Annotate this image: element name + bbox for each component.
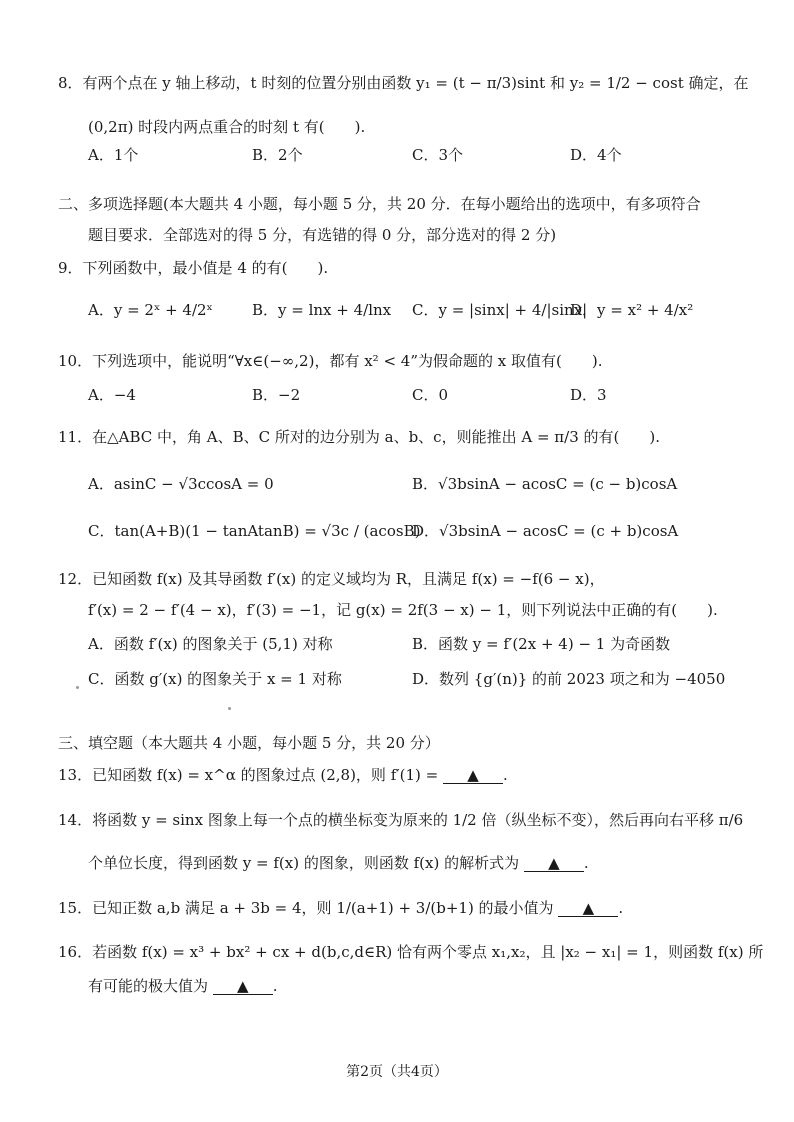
q8-choice-a: A．1个 [88, 146, 139, 164]
answer-mark-icon: ▲ [548, 854, 560, 872]
q14-line1: 14．将函数 y = sinx 图象上每一个点的横坐标变为原来的 1/2 倍（纵坐标不变），然后再向右平移 π/6 [58, 811, 744, 829]
answer-mark-icon: ▲ [582, 899, 595, 917]
answer-mark-icon: ▲ [467, 766, 479, 784]
section3-header: 三、填空题（本大题共 4 小题，每小题 5 分，共 20 分） [58, 734, 440, 752]
q10-choice-d: D．3 [570, 386, 607, 404]
q9-choice-b: B．y = lnx + 4/lnx [252, 301, 392, 319]
q8-choice-d: D．4个 [570, 146, 622, 164]
q9-stem: 9．下列函数中，最小值是 4 的有( ). [58, 259, 329, 277]
section2-header-line2: 题目要求．全部选对的得 5 分，有选错的得 0 分，部分选对的得 2 分) [88, 226, 557, 244]
q15-end: . [618, 899, 624, 917]
q13-text [58, 765, 508, 785]
answer-mark-icon: ▲ [237, 977, 249, 995]
q12-choice-d: D．数列 {g′(n)} 的前 2023 项之和为 −4050 [412, 670, 726, 688]
q12-choice-c: C．函数 g′(x) 的图象关于 x = 1 对称 [88, 670, 342, 688]
q12-choice-b: B．函数 y = f′(2x + 4) − 1 为奇函数 [412, 635, 671, 653]
page-footer: 第2页（共4页） [346, 1064, 448, 1080]
q11-stem: 11．在△ABC 中，角 A、B、C 所对的边分别为 a、b、c，则能推出 A = π/3 的有( ). [58, 428, 660, 446]
q16-line1: 16．若函数 f(x) = x³ + bx² + cx + d(b,c,d∈R) 恰有两个零点 x₁,x₂，且 |x₂ − x₁| = 1，则函数 f(x) 所 [58, 943, 764, 961]
q12-choice-a: A．函数 f′(x) 的图象关于 (5,1) 对称 [88, 635, 333, 653]
q11-choice-d: D．√3bsinA − acosC = (c + b)cosA [412, 522, 679, 540]
q12-line2: f′(x) = 2 − f′(4 − x)，f′(3) = −1，记 g(x) = 2f(3 − x) − 1，则下列说法中正确的有( ). [88, 601, 718, 619]
q14-line2-wrap [88, 853, 589, 873]
section2-header-line1: 二、多项选择题(本大题共 4 小题，每小题 5 分，共 20 分．在每小题给出的选项中，有多项符合 [58, 195, 701, 213]
q15-text [58, 898, 623, 918]
q8-line1: 8．有两个点在 y 轴上移动，t 时刻的位置分别由函数 y₁ = (t − π/3)sint 和 y₂ = 1/2 − cost 确定，在 [58, 74, 749, 92]
q16-end: . [272, 977, 278, 995]
q14-answer-blank [524, 855, 584, 872]
q8-choice-b: B．2个 [252, 146, 303, 164]
q14-line2: 个单位长度，得到函数 y = f(x) 的图象，则函数 f(x) 的解析式为 [88, 854, 520, 872]
q9-choice-a: A．y = 2ˣ + 4/2ˣ [88, 301, 213, 319]
q13-stem: 13．已知函数 f(x) = x^α 的图象过点 (2,8)，则 f′(1) = [58, 766, 439, 784]
scan-speck [76, 686, 79, 689]
q15-answer-blank [558, 900, 618, 917]
q13-end: . [503, 766, 508, 784]
q14-end: . [583, 854, 589, 872]
q10-choice-c: C．0 [412, 386, 449, 404]
scan-speck [228, 707, 231, 710]
q15-stem: 15．已知正数 a,b 满足 a + 3b = 4，则 1/(a+1) + 3/(b+1) 的最小值为 [58, 899, 554, 917]
q8-line2: (0,2π) 时段内两点重合的时刻 t 有( ). [88, 118, 366, 136]
q12-line1: 12．已知函数 f(x) 及其导函数 f′(x) 的定义域均为 R，且满足 f(x) = −f(6 − x)， [58, 570, 605, 588]
q11-choice-a: A．asinC − √3ccosA = 0 [88, 475, 274, 493]
q9-choice-d: D．y = x² + 4/x² [570, 301, 694, 319]
q10-choice-b: B．−2 [252, 386, 301, 404]
q10-choice-a: A．−4 [88, 386, 136, 404]
q9-choice-c: C．y = |sinx| + 4/|sinx| [412, 301, 588, 319]
q11-choice-c: C．tan(A+B)(1 − tanAtanB) = √3c / (acosB) [88, 522, 421, 540]
q10-stem: 10．下列选项中，能说明“∀x∈(−∞,2)，都有 x² < 4”为假命题的 x 取值有( ). [58, 352, 603, 370]
q8-choice-c: C．3个 [412, 146, 464, 164]
q13-answer-blank [443, 767, 503, 784]
q16-line2: 有可能的极大值为 [88, 977, 209, 995]
q11-choice-b: B．√3bsinA − acosC = (c − b)cosA [412, 475, 678, 493]
q16-answer-blank [213, 978, 273, 995]
q16-line2-wrap [88, 976, 278, 996]
